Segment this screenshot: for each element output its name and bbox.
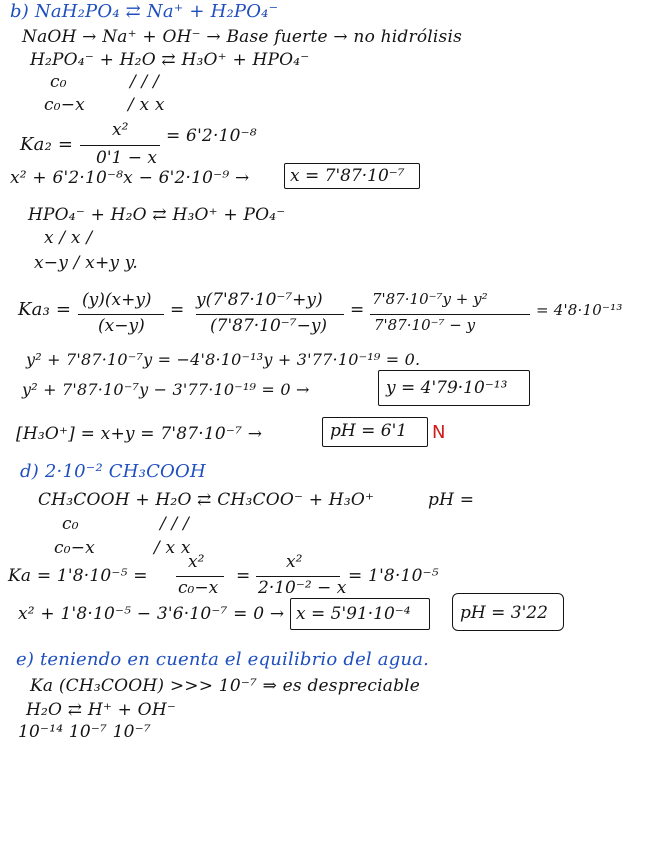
ice-equilibrium-values: / x x (128, 95, 165, 115)
ka2-denominator: 0'1 − x (96, 148, 157, 168)
ka3-value: = 4'8·10⁻¹³ (536, 301, 623, 319)
ph-d-label: pH = (428, 490, 475, 510)
ice2-initial-row: x / x / (44, 228, 93, 248)
x-acetic-result: x = 5'91·10⁻⁴ (296, 604, 411, 624)
hydrogen-phosphate-equation: HPO₄⁻ + H₂O ⇄ H₃O⁺ + PO₄⁻ (28, 205, 286, 225)
acetic-acid-equation: CH₃COOH + H₂O ⇄ CH₃COO⁻ + H₃O⁺ (38, 490, 375, 510)
hydronium-concentration: [H₃O⁺] = x+y = 7'87·10⁻⁷ → (16, 424, 263, 444)
ka3-fraction-bar-1 (78, 314, 164, 315)
ka-comparison-line: Ka (CH₃COOH) >>> 10⁻⁷ ⇒ es despreciable (30, 676, 421, 696)
correction-mark: N (432, 422, 446, 443)
water-concentrations: 10⁻¹⁴ 10⁻⁷ 10⁻⁷ (18, 722, 151, 742)
ka3-fraction-bar-2 (196, 314, 344, 315)
quadratic-y-equation: y² + 7'87·10⁻⁷y − 3'77·10⁻¹⁹ = 0 → (22, 380, 310, 399)
ka-acetic-value: = 1'8·10⁻⁵ (348, 566, 439, 586)
ka3-equals-2: = (350, 300, 365, 320)
ka2-value: = 6'2·10⁻⁸ (166, 126, 257, 146)
ka3-denominator-3: 7'87·10⁻⁷ − y (374, 316, 476, 334)
ice-equilibrium-c0-minus-x: c₀−x (44, 95, 85, 115)
naoh-line: NaOH → Na⁺ + OH⁻ → Base fuerte → no hidrólisis (22, 27, 463, 47)
ka-acetic-fraction-bar-2 (256, 576, 340, 577)
ka2-label: Ka₂ = (20, 134, 74, 155)
ka3-denominator-1: (x−y) (98, 316, 145, 336)
ka2-numerator: x² (112, 120, 129, 140)
quadratic-acetic-equation: x² + 1'8·10⁻⁵ − 3'6·10⁻⁷ = 0 → (18, 604, 285, 624)
ice3-equilibrium-c0-minus-x: c₀−x (54, 538, 95, 558)
ka2-fraction-bar (80, 145, 160, 146)
section-e-title: e) teniendo en cuenta el equilibrio del agua. (16, 649, 430, 670)
quadratic-y-expanded: y² + 7'87·10⁻⁷y = −4'8·10⁻¹³y + 3'77·10⁻¹⁹ = 0. (26, 350, 421, 369)
ka3-numerator-1: (y)(x+y) (82, 290, 152, 310)
section-d-title: d) 2·10⁻² CH₃COOH (20, 461, 206, 482)
x-result: x = 7'87·10⁻⁷ (290, 166, 405, 186)
ice3-equilibrium-values: / x x (154, 538, 191, 558)
ph-d-result: pH = 3'22 (460, 603, 548, 623)
ice-initial-slashes: / / / (130, 72, 159, 92)
ice3-initial-c0: c₀ (62, 514, 79, 534)
ka-acetic-label: Ka = 1'8·10⁻⁵ = (8, 566, 148, 586)
ka-acetic-fraction-bar-1 (176, 576, 224, 577)
water-equilibrium: H₂O ⇄ H⁺ + OH⁻ (26, 700, 177, 720)
ka3-fraction-bar-3 (370, 314, 530, 315)
ka-acetic-numerator-1: x² (188, 552, 205, 572)
dihydrogen-phosphate-equation: H₂PO₄⁻ + H₂O ⇄ H₃O⁺ + HPO₄⁻ (30, 50, 310, 70)
ka-acetic-numerator-2: x² (286, 552, 303, 572)
ph-b-result: pH = 6'1 (330, 421, 408, 441)
y-result: y = 4'79·10⁻¹³ (386, 378, 508, 398)
ka-acetic-denominator-2: 2·10⁻² − x (258, 578, 347, 598)
section-b-title: b) NaH₂PO₄ ⇄ Na⁺ + H₂PO₄⁻ (10, 1, 279, 22)
ka-acetic-equals: = (236, 566, 251, 586)
quadratic-x-equation: x² + 6'2·10⁻⁸x − 6'2·10⁻⁹ → (10, 168, 250, 188)
ice-initial-c0: c₀ (50, 72, 67, 92)
ice2-equilibrium-row: x−y / x+y y. (34, 253, 138, 273)
ka3-numerator-2: y(7'87·10⁻⁷+y) (196, 290, 323, 310)
ka3-numerator-3: 7'87·10⁻⁷y + y² (372, 290, 488, 308)
ice3-initial-slashes: / / / (160, 514, 189, 534)
ka-acetic-denominator-1: c₀−x (178, 578, 219, 598)
ka3-denominator-2: (7'87·10⁻⁷−y) (210, 316, 328, 336)
ka3-equals-1: = (170, 300, 185, 320)
ka3-label: Ka₃ = (18, 299, 72, 320)
